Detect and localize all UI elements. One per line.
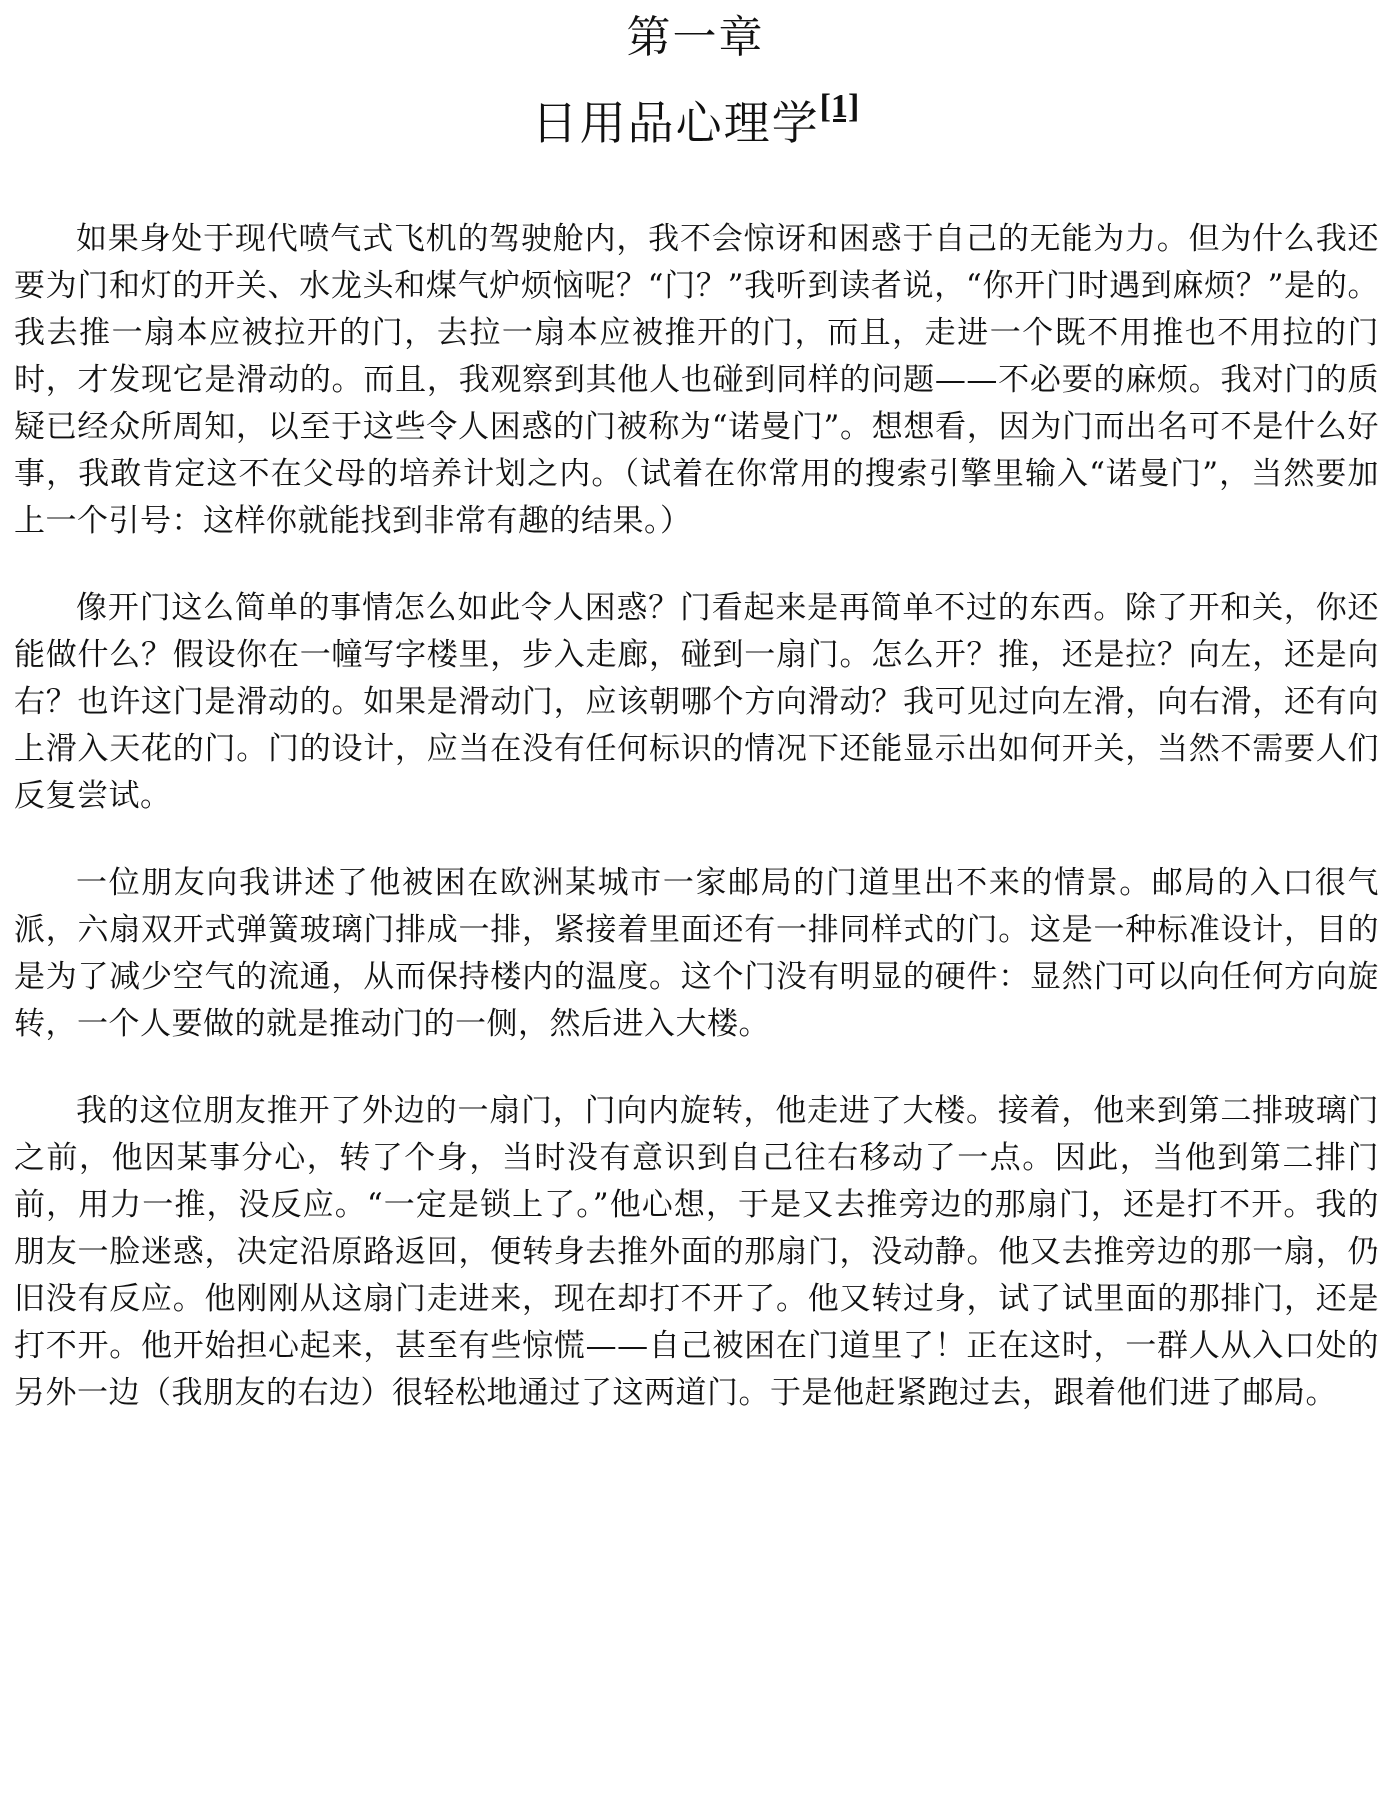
paragraph: 一位朋友向我讲述了他被困在欧洲某城市一家邮局的门道里出不来的情景。邮局的入口很气派，六扇双开式弹簧玻璃门排成一排，紧接着里面还有一排同样式的门。这是一种标准设计，目的是为了减少空气的流通，从而保持楼内的温度。这个门没有明显的硬件：显然门可以向任何方向旋转，一个人要做的就是推动门的一侧，然后进入大楼。	[14, 865, 1379, 1042]
chapter-number: 第一章	[626, 12, 765, 63]
body-text	[14, 216, 1379, 1417]
chapter-title	[0, 88, 1391, 150]
paragraph: 像开门这么简单的事情怎么如此令人困惑？门看起来是再简单不过的东西。除了开和关，你还能做什么？假设你在一幢写字楼里，步入走廊，碰到一扇门。怎么开？推，还是拉？向左，还是向右？也许这门是滑动的。如果是滑动门，应该朝哪个方向滑动？我可见过向左滑，向右滑，还有向上滑入天花的门。门的设计，应当在没有任何标识的情况下还能显示出如何开关，当然不需要人们反复尝试。	[14, 590, 1379, 814]
paragraph: 我的这位朋友推开了外边的一扇门，门向内旋转，他走进了大楼。接着，他来到第二排玻璃门之前，他因某事分心，转了个身，当时没有意识到自己往右移动了一点。因此，当他到第二排门前，用力一推，没反应。“一定是锁上了。”他心想，于是又去推旁边的那扇门，还是打不开。我的朋友一脸迷惑，决定沿原路返回，便转身去推外面的那扇门，没动静。他又去推旁边的那一扇，仍旧没有反应。他刚刚从这扇门走进来，现在却打不开了。他又转过身，试了试里面的那排门，还是打不开。他开始担心起来，甚至有些惊慌——自己被困在门道里了！正在这时，一群人从入口处的另外一边（我朋友的右边）很轻松地通过了这两道门。于是他赶紧跑过去，跟着他们进了邮局。	[14, 1093, 1379, 1411]
chapter-title-text: 日用品心理学	[531, 96, 820, 150]
paragraph: 如果身处于现代喷气式飞机的驾驶舱内，我不会惊讶和困惑于自己的无能为力。但为什么我还要为门和灯的开关、水龙头和煤气炉烦恼呢？“门？”我听到读者说，“你开门时遇到麻烦？”是的。我去推一扇本应被拉开的门，去拉一扇本应被推开的门，而且，走进一个既不用推也不用拉的门时，才发现它是滑动的。而且，我观察到其他人也碰到同样的问题——不必要的麻烦。我对门的质疑已经众所周知，以至于这些令人困惑的门被称为“诺曼门”。想想看，因为门而出名可不是什么好事，我敢肯定这不在父母的培养计划之内。（试着在你常用的搜索引擎里输入“诺曼门”，当然要加上一个引号：这样你就能找到非常有趣的结果。）	[14, 221, 1379, 539]
footnote-reference-link[interactable]: [1]	[819, 88, 860, 125]
chapter-header	[0, 0, 1391, 150]
